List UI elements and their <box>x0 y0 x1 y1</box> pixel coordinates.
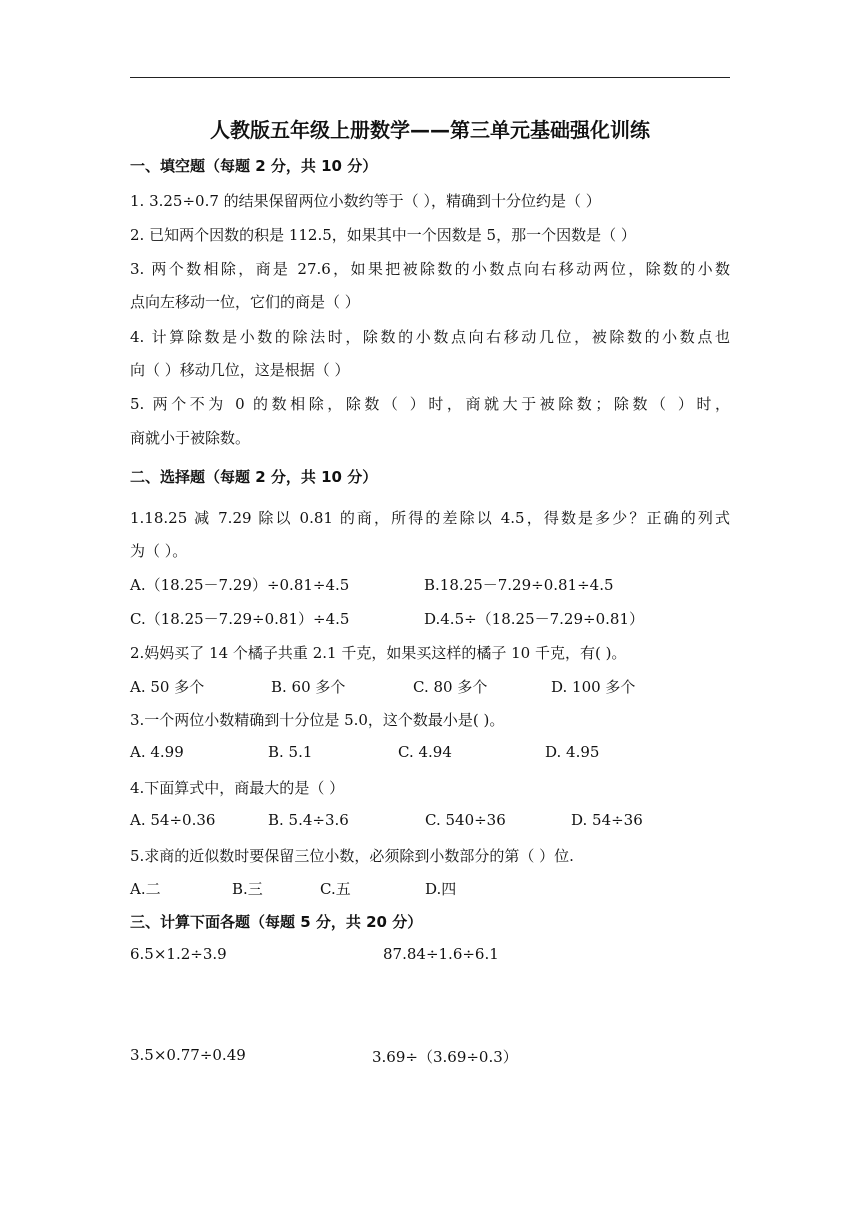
option-d: D. 4.95 <box>545 743 600 761</box>
option-c: C.五 <box>320 880 351 898</box>
option-b: B. 5.1 <box>268 743 313 761</box>
question-stem: 4.下面算式中，商最大的是（ ） <box>130 779 345 797</box>
calc-expression: 6.5×1.2÷3.9 <box>130 945 227 963</box>
option-c: C. 4.94 <box>398 743 452 761</box>
option-d: D.4.5÷（18.25－7.29÷0.81） <box>424 610 644 628</box>
question-line: 向（ ）移动几位，这是根据（ ） <box>130 361 350 379</box>
calc-expression: 3.5×0.77÷0.49 <box>130 1046 246 1064</box>
question-line: 3. 两个数相除，商是 27.6，如果把被除数的小数点向右移动两位，除数的小数 <box>130 260 730 278</box>
section-heading-calculation: 三、计算下面各题（每题 5 分，共 20 分） <box>130 913 423 931</box>
question-line: 4. 计算除数是小数的除法时，除数的小数点向右移动几位，被除数的小数点也 <box>130 328 730 346</box>
question-line: 商就小于被除数。 <box>130 429 251 447</box>
section-heading-choice: 二、选择题（每题 2 分，共 10 分） <box>130 468 378 486</box>
page-title: 人教版五年级上册数学——第三单元基础强化训练 <box>210 118 650 142</box>
option-d: D. 54÷36 <box>571 811 643 829</box>
option-a: A. 4.99 <box>130 743 184 761</box>
question-line: 1. 3.25÷0.7 的结果保留两位小数约等于（ ），精确到十分位约是（ ） <box>130 192 601 210</box>
question-line: 5. 两个不为 0 的数相除，除数（ ）时，商就大于被除数；除数（ ）时， <box>130 395 730 413</box>
question-stem: 5.求商的近似数时要保留三位小数，必须除到小数部分的第（ ）位. <box>130 847 574 865</box>
option-b: B. 5.4÷3.6 <box>268 811 349 829</box>
option-a: A. 50 多个 <box>130 678 205 696</box>
calc-expression: 87.84÷1.6÷6.1 <box>383 945 499 963</box>
option-c: C. 80 多个 <box>413 678 488 696</box>
option-a: A. 54÷0.36 <box>130 811 216 829</box>
calc-expression: 3.69÷（3.69÷0.3） <box>372 1048 518 1066</box>
option-b: B.三 <box>232 880 263 898</box>
option-c: C.（18.25－7.29÷0.81）÷4.5 <box>130 610 350 628</box>
question-stem: 2.妈妈买了 14 个橘子共重 2.1 千克，如果买这样的橘子 10 千克，有( )。 <box>130 644 627 662</box>
question-stem: 为（ ）。 <box>130 542 188 560</box>
question-line: 2. 已知两个因数的积是 112.5，如果其中一个因数是 5，那一个因数是（ ） <box>130 226 636 244</box>
section-heading-fill-in: 一、填空题（每题 2 分，共 10 分） <box>130 157 378 175</box>
question-line: 点向左移动一位，它们的商是（ ） <box>130 293 360 311</box>
question-stem: 3.一个两位小数精确到十分位是 5.0，这个数最小是( )。 <box>130 711 505 729</box>
header-rule <box>130 77 730 78</box>
question-stem: 1.18.25 减 7.29 除以 0.81 的商，所得的差除以 4.5，得数是多少？正确的列式 <box>130 509 730 527</box>
option-a: A.二 <box>130 880 161 898</box>
option-b: B. 60 多个 <box>271 678 346 696</box>
option-d: D.四 <box>425 880 457 898</box>
option-b: B.18.25－7.29÷0.81÷4.5 <box>424 576 614 594</box>
option-a: A.（18.25－7.29）÷0.81÷4.5 <box>130 576 350 594</box>
option-c: C. 540÷36 <box>425 811 506 829</box>
option-d: D. 100 多个 <box>551 678 636 696</box>
